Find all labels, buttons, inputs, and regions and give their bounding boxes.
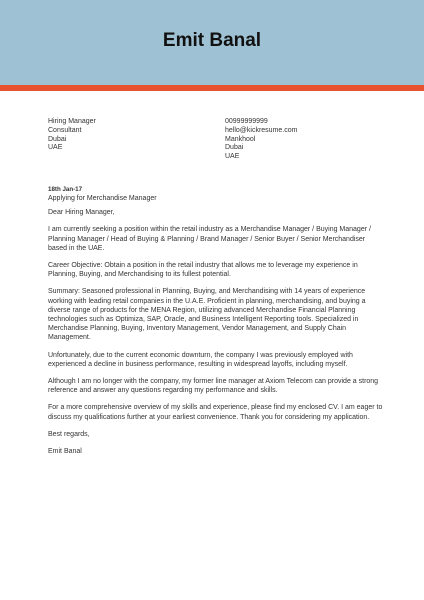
letter-greeting: Dear Hiring Manager,	[48, 209, 115, 217]
letter-closing: Best regards,	[48, 430, 90, 438]
sender-contact	[225, 118, 297, 162]
letter-date: 18th Jan-17	[48, 186, 83, 193]
sender-email: hello@kickresume.com	[225, 126, 298, 134]
letter-subject: Applying for Merchandise Manager	[48, 195, 157, 202]
recipient-address	[48, 118, 96, 153]
recipient-line: Hiring Manager	[48, 118, 96, 125]
letter-paragraph: Summary: Seasoned professional in Planning, Buying, and Merchandising with 14 years of experience working with leading retail companies in the U.A.E. Proficient in planning, merchandising, and buying a diverse range of products for the MENA Region, utilizing advanced Merchandise Financial Planning technologies such as Optimiza, SAP, Oracle, and Business Intelligent Reporting tools. Specialized in Merchandise Planning, Buying, Inventory Management, Vendor Management, and Supply Chain Management.	[48, 288, 366, 342]
header-banner	[0, 0, 424, 85]
sender-line: Dubai	[225, 144, 244, 152]
letter-body	[48, 186, 386, 456]
recipient-line: Dubai	[48, 135, 67, 143]
sender-line: Mankhool	[225, 135, 256, 143]
accent-stripe	[0, 85, 424, 91]
letter-paragraph: Career Objective: Obtain a position in the retail industry that allows me to leverage my experience in Planning, Buying, and Merchandising to its fullest potential.	[48, 262, 358, 279]
letter-paragraph: For a more comprehensive overview of my skills and experience, please find my enclosed CV. I am eager to discuss my qualifications further at your earliest convenience. Thank you for considering my application.	[48, 404, 383, 421]
letter-paragraph: I am currently seeking a position within the retail industry as a Merchandise Manager / Buying Manager / Planning Manager / Head of Buying & Planning / Brand Manager / Senior Buyer / Senior Merchandiser based in the UAE.	[48, 226, 371, 252]
recipient-line: Consultant	[48, 126, 82, 134]
applicant-name: Emit Banal	[162, 30, 262, 51]
sender-phone: 00999999999	[225, 118, 268, 125]
letter-paragraph: Unfortunately, due to the current economic downturn, the company I was previously employed with experienced a decline in business performance, resulting in widespread layoffs, including myself.	[48, 351, 353, 368]
recipient-line: UAE	[48, 144, 63, 152]
letter-signature: Emit Banal	[48, 448, 82, 456]
sender-line: UAE	[225, 153, 240, 161]
letter-paragraph: Although I am no longer with the company, my former line manager at Axiom Telecom can provide a strong reference and answer any questions regarding my performance and skills.	[48, 378, 379, 395]
